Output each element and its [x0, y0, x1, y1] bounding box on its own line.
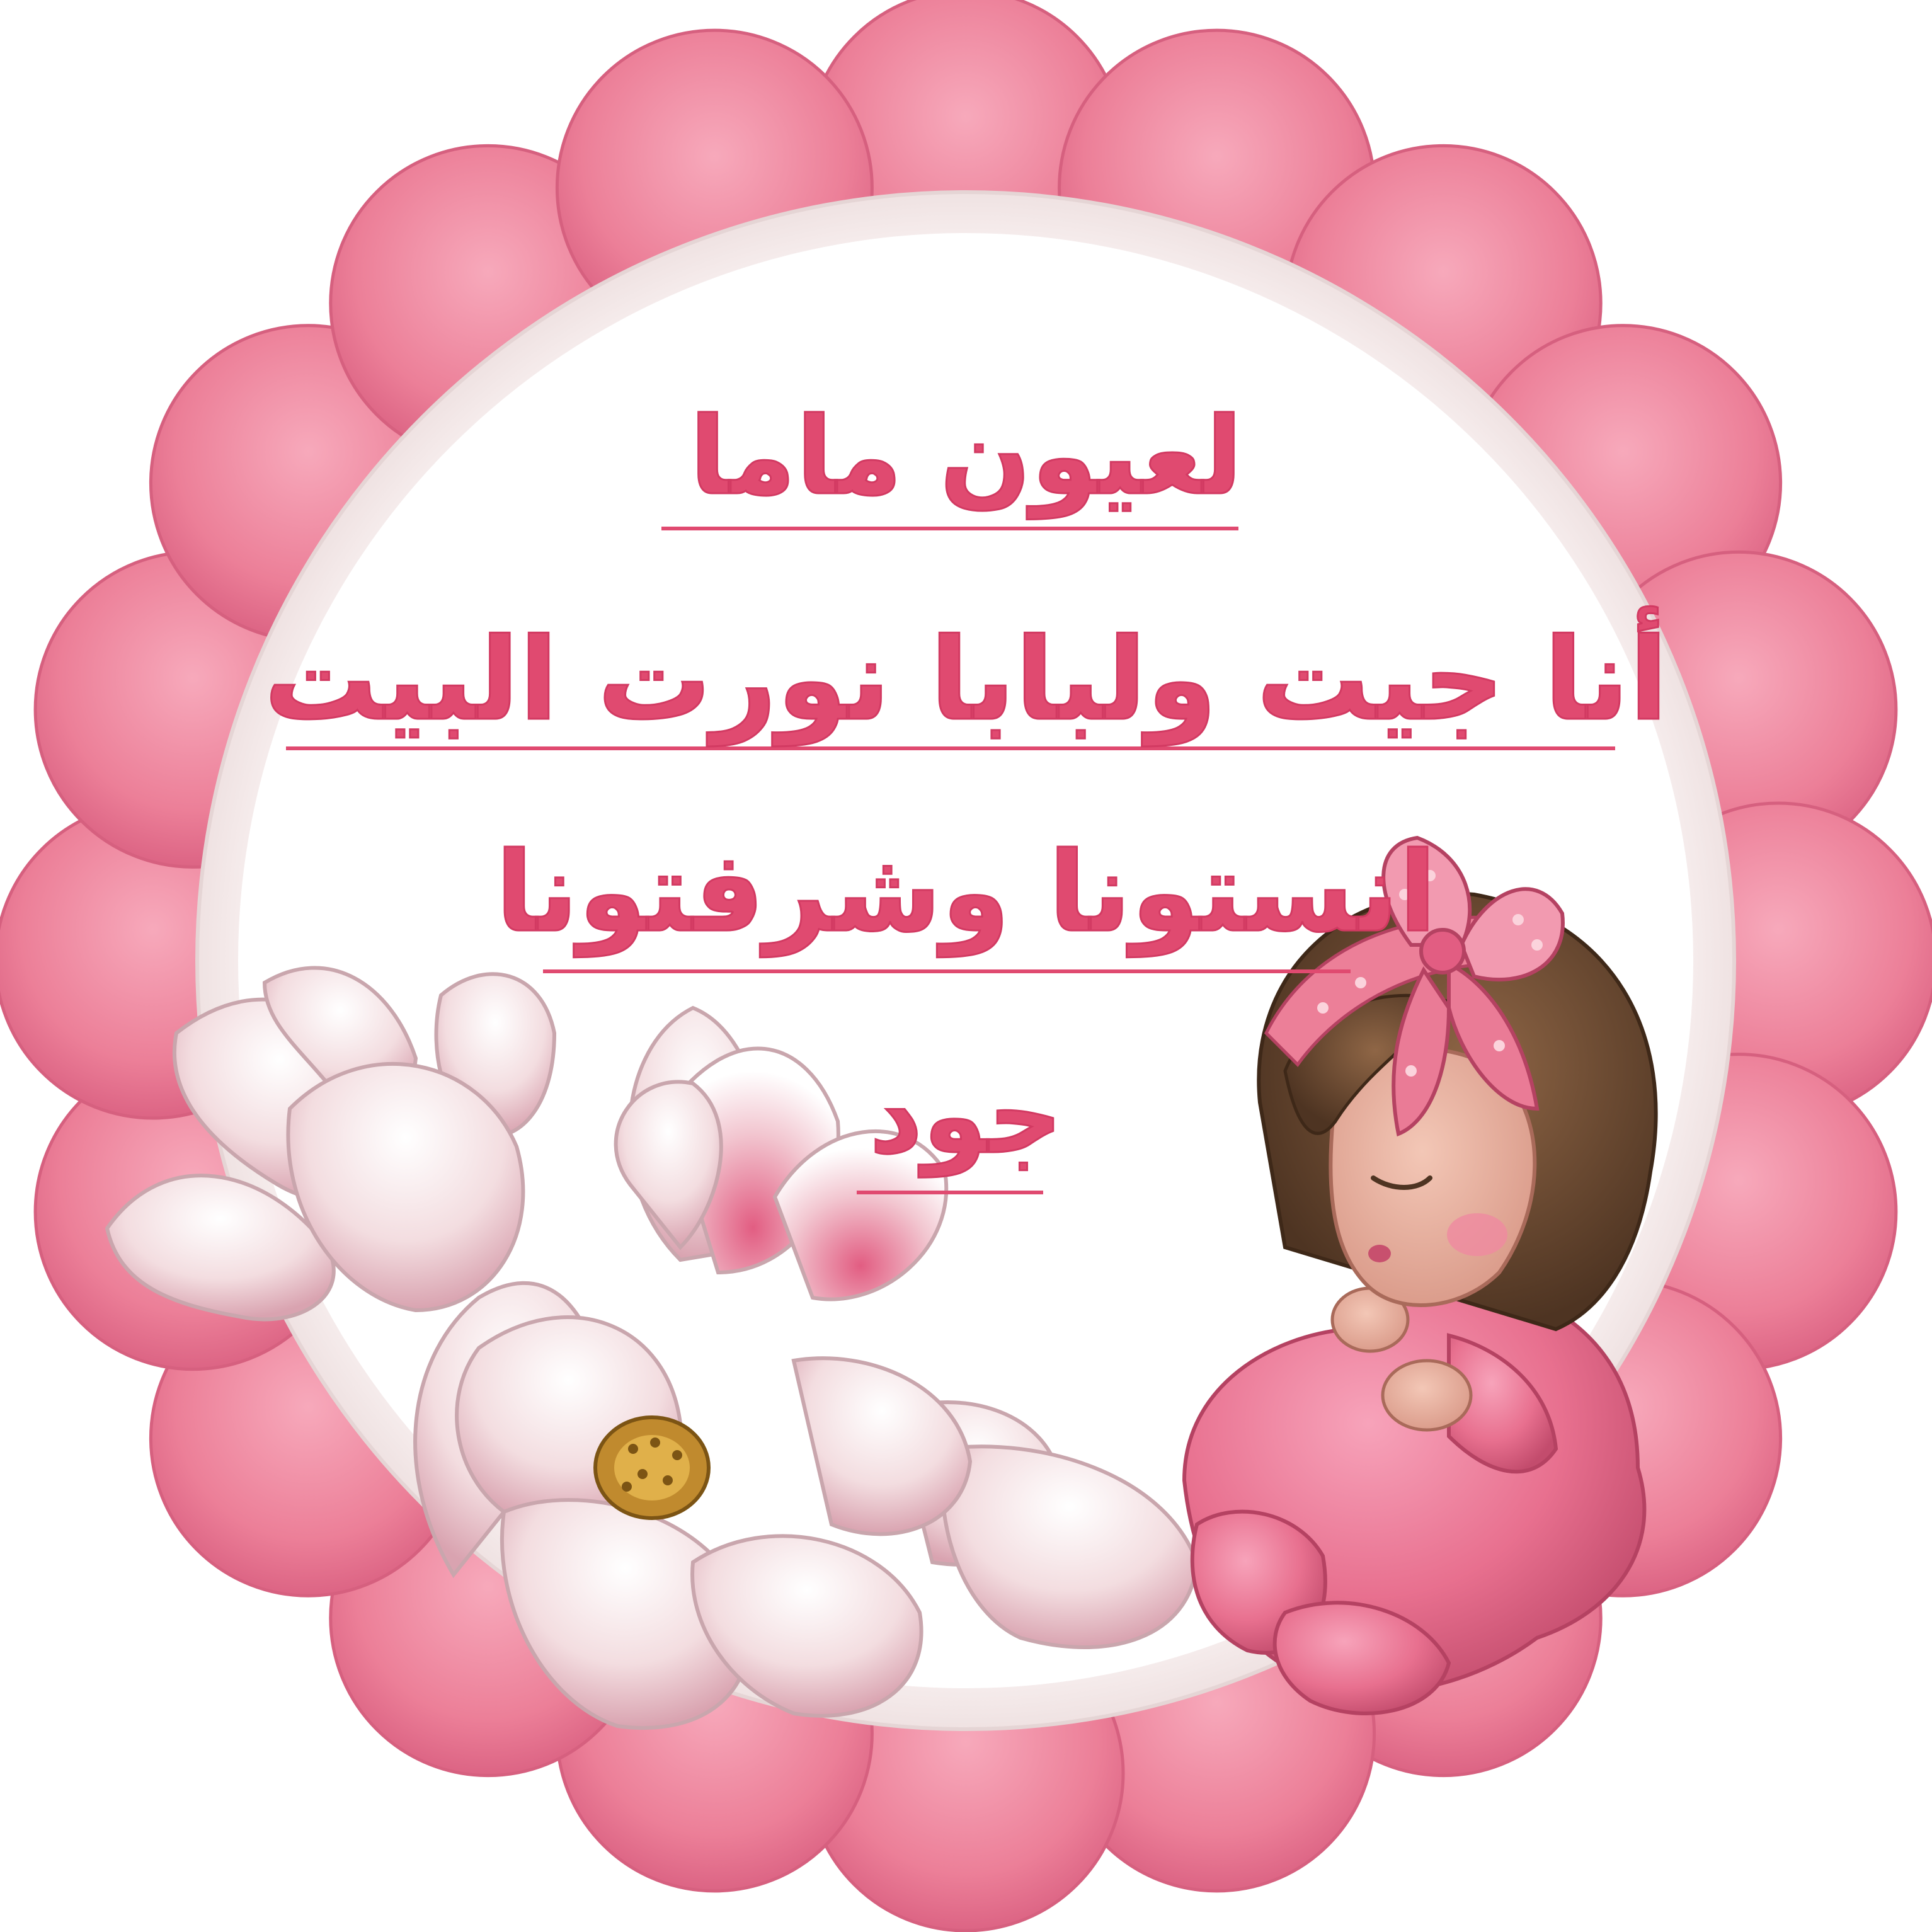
rule-line2 [286, 746, 1615, 750]
rule-line1 [661, 527, 1238, 530]
greeting-line-3: انستونا وشرفتونا [495, 829, 1437, 957]
rule-name [857, 1191, 1043, 1194]
rule-line3 [543, 969, 1351, 973]
greeting-line-1: لعيون ماما [689, 394, 1243, 519]
greeting-line-2: أنا جيت ولبابا نورت البيت [264, 614, 1668, 746]
baby-name: جود [869, 1056, 1063, 1177]
